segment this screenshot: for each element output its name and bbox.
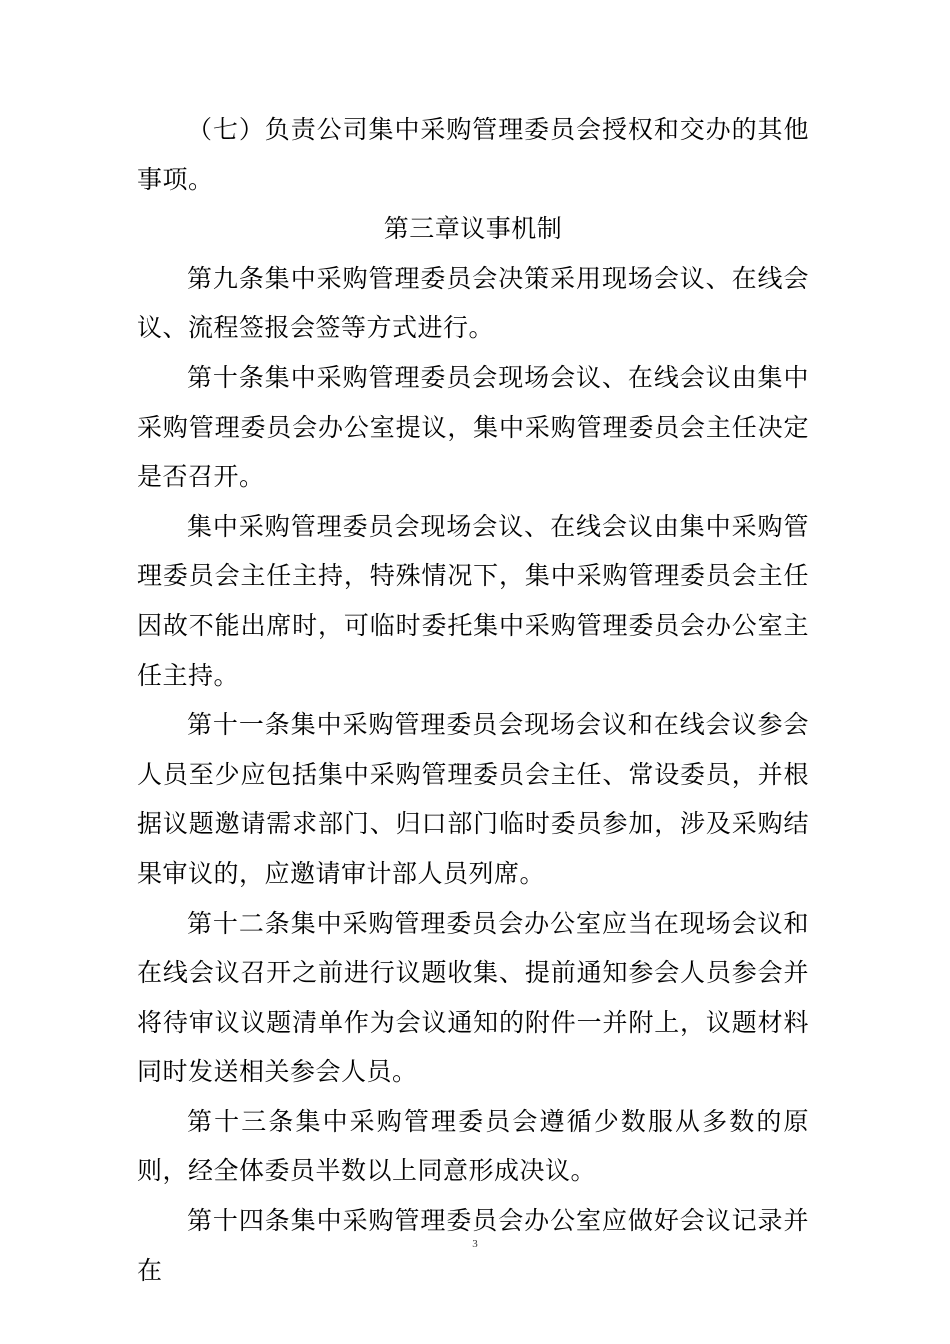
article-9: 第九条集中采购管理委员会决策采用现场会议、在线会议、流程签报会签等方式进行。	[137, 263, 809, 343]
paragraph-item-7: （七）负责公司集中采购管理委员会授权和交办的其他事项。	[137, 115, 809, 194]
article-13: 第十三条集中采购管理委员会遵循少数服从多数的原则，经全体委员半数以上同意形成决议。	[137, 1106, 809, 1186]
article-12: 第十二条集中采购管理委员会办公室应当在现场会议和在线会议召开之前进行议题收集、提前通知参会人员参会并将待审议议题清单作为会议通知的附件一并附上，议题材料同时发送相关参会人员。	[137, 908, 809, 1087]
chapter-heading: 第三章议事机制	[383, 214, 563, 244]
article-11: 第十一条集中采购管理委员会现场会议和在线会议参会人员至少应包括集中采购管理委员会主任、常设委员，并根据议题邀请需求部门、归口部门临时委员参加，涉及采购结果审议的，应邀请审计部人员列席。	[137, 710, 809, 888]
page-number: 3	[472, 1238, 478, 1250]
article-14: 第十四条集中采购管理委员会办公室应做好会议记录并在	[137, 1206, 809, 1285]
article-10-continued: 集中采购管理委员会现场会议、在线会议由集中采购管理委员会主任主持，特殊情况下，集中采购管理委员会主任因故不能出席时，可临时委托集中采购管理委员会办公室主任主持。	[137, 511, 809, 690]
document-body	[137, 105, 809, 1295]
article-10: 第十条集中采购管理委员会现场会议、在线会议由集中采购管理委员会办公室提议，集中采购管理委员会主任决定是否召开。	[137, 362, 809, 492]
